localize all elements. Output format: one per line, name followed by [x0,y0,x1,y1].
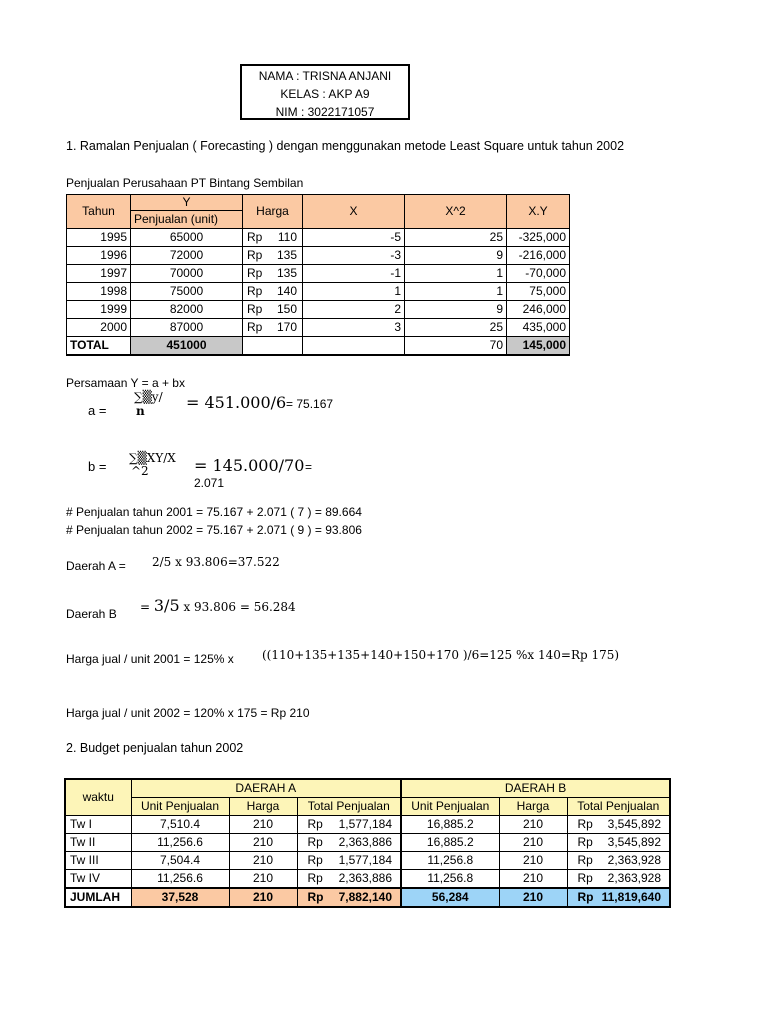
cell-b-unit: 11,256.8 [401,870,499,889]
daerah-a-formula: 2/5 x 93.806=37.522 [152,555,280,569]
cell-xy: -216,000 [507,247,570,265]
table-row [67,283,570,301]
th-x2: X^2 [405,195,507,229]
daerah-b-formula [140,596,296,615]
b-frac-bottom: ^2 [131,464,149,478]
cell-b-total [567,870,670,889]
th-y-sub: Penjualan (unit) [131,211,243,229]
cell-tahun: 1997 [67,265,131,283]
table-row-total [67,337,570,356]
cell-waktu: Tw II [65,834,131,852]
cell-x2: 25 [405,229,507,247]
jumlah-b-rp: Rp [577,890,594,904]
sales-table [66,194,570,356]
th-tahun: Tahun [67,195,131,229]
cell-harga [243,283,303,301]
cell-b-harga: 210 [499,870,567,889]
table-row [65,816,670,834]
harga-2001-label: Harga jual / unit 2001 = 125% x [66,652,234,666]
cell-a-total [297,870,401,889]
jumlah-b-total-value: 11,819,640 [601,890,662,904]
cell-tahun: 1995 [67,229,131,247]
cell-b-total-value: 3,545,892 [607,817,662,831]
cell-rp: Rp [247,302,263,316]
heading-budget: 2. Budget penjualan tahun 2002 [66,741,244,755]
cell-rp: Rp [247,266,263,280]
total-y: 451000 [131,337,243,356]
cell-y: 82000 [131,301,243,319]
cell-a-total [297,852,401,870]
cell-y: 72000 [131,247,243,265]
daerah-b-rest: x 93.806 = 56.284 [179,600,296,614]
cell-a-total [297,834,401,852]
cell-b-rp: Rp [577,853,593,867]
cell-tahun: 1998 [67,283,131,301]
cell-a-unit: 7,510.4 [131,816,229,834]
cell-waktu: Tw IV [65,870,131,889]
cell-x: 3 [303,319,405,337]
cell-waktu: Tw I [65,816,131,834]
cell-harga [243,301,303,319]
jumlah-b-harga: 210 [499,888,567,907]
cell-a-harga: 210 [229,834,297,852]
jumlah-a-unit: 37,528 [131,888,229,907]
cell-harga-value: 150 [276,302,297,316]
total-xy: 145,000 [507,337,570,356]
cell-b-total-value: 3,545,892 [607,835,662,849]
heading-forecast: 1. Ramalan Penjualan ( Forecasting ) dengan menggunakan metode Least Square untuk tahun 2002 [66,139,625,153]
cell-y: 87000 [131,319,243,337]
th-xy: X.Y [507,195,570,229]
a-label: a = [88,403,107,418]
jumlah-a-total-value: 7,882,140 [338,890,393,904]
table-row [65,852,670,870]
cell-b-harga: 210 [499,816,567,834]
cell-a-unit: 11,256.6 [131,870,229,889]
cell-rp: Rp [247,320,263,334]
cell-x: -5 [303,229,405,247]
cell-b-rp: Rp [577,835,593,849]
cell-a-total-value: 1,577,184 [338,853,393,867]
cell-xy: -325,000 [507,229,570,247]
cell-x: -1 [303,265,405,283]
cell-b-total [567,852,670,870]
cell-b-harga: 210 [499,834,567,852]
jumlah-a-total [297,888,401,907]
cell-b-rp: Rp [577,871,593,885]
daerah-b-label: Daerah B [66,607,117,621]
cell-harga-value: 170 [276,320,297,334]
identity-nama: NAMA : TRISNA ANJANI [258,69,392,83]
harga-2002: Harga jual / unit 2002 = 120% x 175 = Rp 210 [66,706,310,720]
cell-harga [243,229,303,247]
th-daerah-b: DAERAH B [401,779,670,798]
cell-b-total-value: 2,363,928 [607,871,662,885]
th-a-harga: Harga [229,798,297,816]
cell-waktu: Tw III [65,852,131,870]
cell-x: -3 [303,247,405,265]
cell-a-rp: Rp [307,817,323,831]
table-row [67,301,570,319]
cell-x: 1 [303,283,405,301]
cell-a-harga: 210 [229,816,297,834]
total-label: TOTAL [67,337,131,356]
b-result: 2.071 [194,476,225,490]
th-a-unit: Unit Penjualan [131,798,229,816]
th-a-total: Total Penjualan [297,798,401,816]
table-row [67,265,570,283]
cell-b-unit: 11,256.8 [401,852,499,870]
cell-xy: 435,000 [507,319,570,337]
cell-a-unit: 11,256.6 [131,834,229,852]
daerah-b-eq: = [140,600,154,614]
cell-a-total-value: 2,363,886 [338,835,393,849]
cell-a-harga: 210 [229,852,297,870]
table1-caption: Penjualan Perusahaan PT Bintang Sembilan [66,176,304,190]
jumlah-b-total [567,888,670,907]
cell-tahun: 1996 [67,247,131,265]
a-frac-bottom: n [136,404,145,418]
cell-xy: 75,000 [507,283,570,301]
table-row [65,870,670,889]
b-eq: = [305,460,313,474]
th-b-unit: Unit Penjualan [401,798,499,816]
jumlah-label: JUMLAH [65,888,131,907]
identity-nim: NIM : 3022171057 [275,105,375,119]
cell-tahun: 2000 [67,319,131,337]
budget-table [64,778,671,908]
cell-y: 70000 [131,265,243,283]
cell-a-unit: 7,504.4 [131,852,229,870]
cell-b-unit: 16,885.2 [401,816,499,834]
cell-b-total [567,816,670,834]
identity-box [240,64,410,120]
penjualan-2001: # Penjualan tahun 2001 = 75.167 + 2.071 ( 7 ) = 89.664 [66,505,362,519]
cell-tahun: 1999 [67,301,131,319]
th-y: Y [131,195,243,211]
persamaan: Persamaan Y = a + bx [66,376,185,390]
th-waktu: waktu [65,779,131,816]
cell-x2: 9 [405,247,507,265]
table-row [65,834,670,852]
cell-a-rp: Rp [307,853,323,867]
a-expr: = 451.000/6 [186,393,287,412]
cell-x: 2 [303,301,405,319]
cell-harga-value: 140 [276,284,297,298]
th-x: X [303,195,405,229]
cell-xy: -70,000 [507,265,570,283]
cell-b-rp: Rp [577,817,593,831]
cell-y: 65000 [131,229,243,247]
identity-kelas: KELAS : AKP A9 [280,87,370,101]
a-frac-top: ∑▒y/ [134,390,163,404]
cell-x2: 1 [405,265,507,283]
cell-x2: 25 [405,319,507,337]
b-frac-top: ∑▒XY/X [129,451,176,465]
table-row [67,247,570,265]
th-b-total: Total Penjualan [567,798,670,816]
table-row [67,229,570,247]
cell-a-total-value: 2,363,886 [338,871,393,885]
jumlah-a-harga: 210 [229,888,297,907]
table-row-jumlah [65,888,670,907]
cell-rp: Rp [247,230,263,244]
jumlah-b-unit: 56,284 [401,888,499,907]
cell-rp: Rp [247,248,263,262]
total-x2: 70 [405,337,507,356]
cell-a-total [297,816,401,834]
cell-b-harga: 210 [499,852,567,870]
penjualan-2002: # Penjualan tahun 2002 = 75.167 + 2.071 ( 9 ) = 93.806 [66,523,362,537]
cell-y: 75000 [131,283,243,301]
cell-harga [243,265,303,283]
cell-b-unit: 16,885.2 [401,834,499,852]
th-harga: Harga [243,195,303,229]
cell-a-total-value: 1,577,184 [338,817,393,831]
cell-harga [243,319,303,337]
table-row [67,319,570,337]
cell-x2: 1 [405,283,507,301]
daerah-a-label: Daerah A = [66,559,126,573]
cell-b-total [567,834,670,852]
a-result: = 75.167 [286,397,334,411]
cell-rp: Rp [247,284,263,298]
cell-harga [243,247,303,265]
cell-xy: 246,000 [507,301,570,319]
cell-a-rp: Rp [307,835,323,849]
cell-a-harga: 210 [229,870,297,889]
th-b-harga: Harga [499,798,567,816]
b-expr: = 145.000/70 [194,456,305,475]
b-label: b = [88,459,107,474]
cell-harga-value: 135 [276,248,297,262]
harga-2001-formula: ((110+135+135+140+150+170 )/6=125 %x 140=Rp 175) [262,648,620,662]
cell-a-rp: Rp [307,871,323,885]
cell-x2: 9 [405,301,507,319]
jumlah-a-rp: Rp [307,890,324,904]
daerah-b-frac: 3/5 [153,596,180,615]
cell-b-total-value: 2,363,928 [607,853,662,867]
cell-harga-value: 110 [277,230,297,244]
cell-harga-value: 135 [276,266,297,280]
th-daerah-a: DAERAH A [131,779,401,798]
